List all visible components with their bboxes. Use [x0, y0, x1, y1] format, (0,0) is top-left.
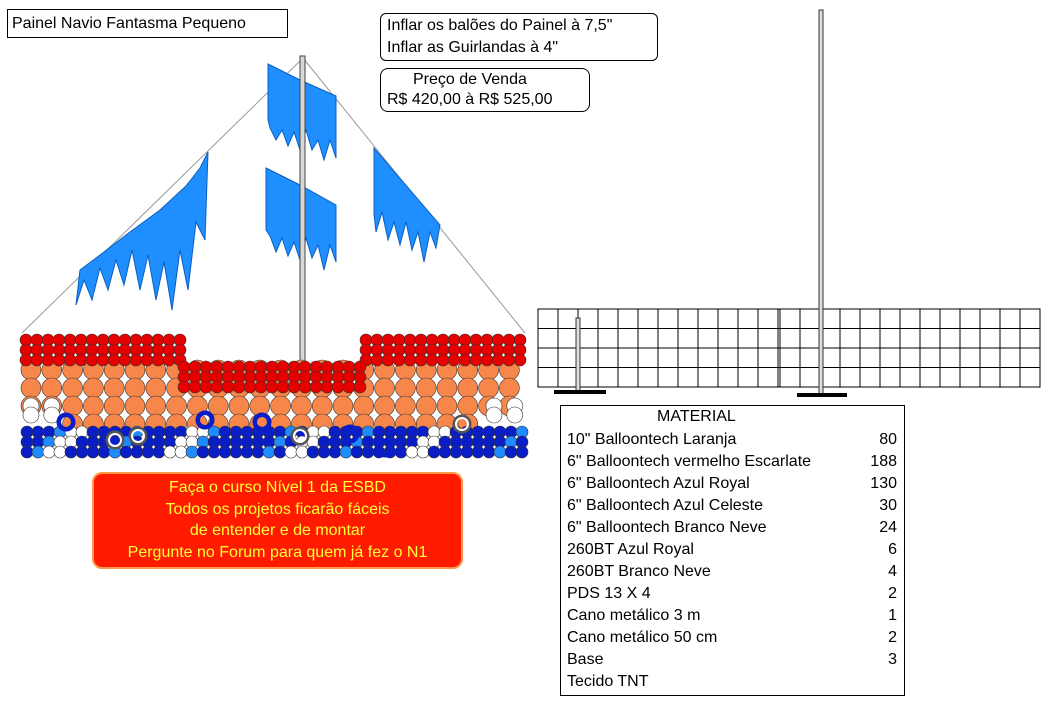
- red-balloon: [189, 381, 201, 393]
- sale-price-title: Preço de Venda: [413, 71, 527, 88]
- grid-cell: [1020, 309, 1040, 329]
- inflate-panel-line: Inflar os balões do Painel à 7,5": [387, 17, 613, 34]
- grid-cell: [800, 348, 820, 368]
- grid-cell: [658, 329, 678, 349]
- material-name: 260BT Branco Neve: [567, 563, 711, 580]
- red-balloon: [426, 354, 438, 366]
- grid-cell: [960, 309, 980, 329]
- grid-cell: [840, 329, 860, 349]
- water-balloon: [505, 446, 517, 458]
- sale-price-box: [380, 68, 590, 112]
- grid-cell: [758, 368, 778, 388]
- grid-cell: [678, 309, 698, 329]
- red-balloon: [459, 354, 471, 366]
- water-balloon: [131, 446, 143, 458]
- material-qty: 4: [888, 563, 897, 580]
- grid-cell: [920, 309, 940, 329]
- material-list: [560, 405, 905, 696]
- orange-balloon: [271, 396, 291, 416]
- red-balloon: [321, 381, 333, 393]
- orange-balloon: [458, 378, 478, 398]
- red-balloon: [354, 381, 366, 393]
- grid-cell: [940, 348, 960, 368]
- red-balloon: [163, 354, 175, 366]
- grid-cell: [840, 348, 860, 368]
- grid-cell: [940, 368, 960, 388]
- grid-cell: [718, 309, 738, 329]
- material-row: [567, 561, 897, 583]
- red-balloon: [514, 354, 526, 366]
- grid-cell: [880, 309, 900, 329]
- grid-cell: [678, 368, 698, 388]
- grid-cell: [558, 329, 578, 349]
- grid-cell: [638, 348, 658, 368]
- grid-cell: [558, 368, 578, 388]
- water-balloon: [230, 446, 242, 458]
- water-balloon: [43, 446, 55, 458]
- grid-cell: [598, 309, 618, 329]
- red-balloon: [31, 354, 43, 366]
- orange-balloon: [333, 396, 353, 416]
- red-balloon: [255, 381, 267, 393]
- red-balloon: [470, 354, 482, 366]
- water-balloon: [472, 446, 484, 458]
- water-balloon: [318, 446, 330, 458]
- red-balloon: [141, 354, 153, 366]
- grid-cell: [1000, 329, 1020, 349]
- red-balloon: [178, 381, 190, 393]
- material-name: 6" Balloontech Azul Royal: [567, 475, 750, 492]
- red-balloon: [266, 381, 278, 393]
- water-balloon: [32, 446, 44, 458]
- grid-cell: [800, 309, 820, 329]
- course-line-1: Faça o curso Nível 1 da ESBD: [169, 479, 386, 496]
- red-balloon: [310, 381, 322, 393]
- water-balloon: [395, 446, 407, 458]
- grid-cell: [738, 309, 758, 329]
- water-balloon: [98, 446, 110, 458]
- grid-cell: [800, 329, 820, 349]
- red-balloon: [200, 381, 212, 393]
- grid-cell: [538, 368, 558, 388]
- short-pipe: [576, 318, 580, 391]
- grid-cell: [678, 348, 698, 368]
- grid-cell: [980, 348, 1000, 368]
- grid-cell: [638, 329, 658, 349]
- water-balloon: [142, 446, 154, 458]
- grid-cell: [598, 368, 618, 388]
- material-name: 10" Balloontech Laranja: [567, 431, 737, 448]
- grid-cell: [900, 348, 920, 368]
- orange-balloon: [42, 378, 62, 398]
- grid-cell: [718, 368, 738, 388]
- grid-cell: [698, 309, 718, 329]
- red-balloon: [42, 354, 54, 366]
- grid-cell: [578, 368, 598, 388]
- water-balloon: [329, 446, 341, 458]
- grid-cell: [538, 348, 558, 368]
- red-balloon: [299, 381, 311, 393]
- grid-cell: [900, 309, 920, 329]
- sail-right: [374, 148, 440, 262]
- grid-cell: [738, 329, 758, 349]
- water-balloon: [274, 446, 286, 458]
- mast: [300, 56, 305, 361]
- inflate-instructions: [380, 13, 658, 61]
- grid-cell: [658, 348, 678, 368]
- grid-cell: [860, 348, 880, 368]
- material-row: [567, 451, 897, 473]
- grid-cell: [578, 309, 598, 329]
- water-balloon: [164, 446, 176, 458]
- red-balloon: [211, 381, 223, 393]
- water-balloon: [428, 446, 440, 458]
- red-balloon: [448, 354, 460, 366]
- grid-cell: [578, 329, 598, 349]
- orange-balloon: [437, 378, 457, 398]
- pipe-base: [797, 393, 847, 397]
- grid-cell: [698, 348, 718, 368]
- grid-cell: [1000, 309, 1020, 329]
- grid-cell: [860, 368, 880, 388]
- material-name: Base: [567, 651, 604, 668]
- red-balloon: [332, 381, 344, 393]
- red-balloon: [20, 354, 32, 366]
- red-balloon: [86, 354, 98, 366]
- pipe-base: [554, 390, 606, 394]
- water-balloon: [483, 446, 495, 458]
- red-balloon: [64, 354, 76, 366]
- grid-cell: [658, 368, 678, 388]
- material-row: [567, 539, 897, 561]
- orange-balloon: [104, 396, 124, 416]
- material-row: [567, 627, 897, 649]
- material-name: 6" Balloontech vermelho Escarlate: [567, 453, 812, 470]
- orange-balloon: [375, 378, 395, 398]
- water-balloon: [65, 446, 77, 458]
- water-balloon: [175, 446, 187, 458]
- grid-cell: [900, 368, 920, 388]
- grid-cell: [618, 348, 638, 368]
- grid-cell: [860, 329, 880, 349]
- grid-cell: [618, 368, 638, 388]
- grid-cell: [598, 329, 618, 349]
- red-balloon: [437, 354, 449, 366]
- grid-cell: [940, 309, 960, 329]
- orange-balloon: [416, 396, 436, 416]
- red-balloon: [371, 354, 383, 366]
- grid-cell: [860, 309, 880, 329]
- orange-balloon: [167, 396, 187, 416]
- grid-cell: [718, 329, 738, 349]
- water-balloon: [87, 446, 99, 458]
- water-balloon: [494, 446, 506, 458]
- material-row: [567, 517, 897, 539]
- material-row: [567, 605, 897, 627]
- grid-cell: [638, 368, 658, 388]
- grid-cell: [1020, 329, 1040, 349]
- red-balloon: [130, 354, 142, 366]
- orange-balloon: [229, 396, 249, 416]
- grid-cell: [678, 329, 698, 349]
- sail-left: [76, 152, 208, 310]
- white-balloon: [486, 407, 502, 423]
- grid-cell: [658, 309, 678, 329]
- red-balloon: [53, 354, 65, 366]
- water-balloon: [439, 446, 451, 458]
- water-balloon: [296, 446, 308, 458]
- orange-balloon: [146, 378, 166, 398]
- orange-balloon: [479, 378, 499, 398]
- grid-cell: [880, 348, 900, 368]
- water-balloon: [307, 446, 319, 458]
- page-title: Painel Navio Fantasma Pequeno: [7, 9, 288, 38]
- material-qty: 6: [888, 541, 897, 558]
- red-balloon: [75, 354, 87, 366]
- course-line-3: de entender e de montar: [189, 522, 366, 539]
- orange-balloon: [104, 378, 124, 398]
- red-balloon: [222, 381, 234, 393]
- grid-cell: [1020, 348, 1040, 368]
- orange-balloon: [63, 378, 83, 398]
- material-name: Cano metálico 3 m: [567, 607, 701, 624]
- grid-cell: [1000, 348, 1020, 368]
- red-balloon: [97, 354, 109, 366]
- orange-balloon: [21, 378, 41, 398]
- grid-cell: [758, 309, 778, 329]
- orange-balloon: [146, 396, 166, 416]
- water-balloon: [263, 446, 275, 458]
- grid-cell: [980, 329, 1000, 349]
- pds-grid-joint: [780, 309, 800, 387]
- water-balloon: [362, 446, 374, 458]
- orange-balloon: [395, 396, 415, 416]
- water-balloon: [252, 446, 264, 458]
- grid-cell: [638, 309, 658, 329]
- grid-cell: [920, 348, 940, 368]
- water-balloon: [450, 446, 462, 458]
- red-balloon: [152, 354, 164, 366]
- water-balloon: [340, 446, 352, 458]
- grid-cell: [780, 309, 800, 329]
- orange-balloon: [291, 396, 311, 416]
- orange-balloon: [354, 396, 374, 416]
- water-balloon: [120, 446, 132, 458]
- grid-cell: [980, 368, 1000, 388]
- material-qty: 24: [879, 519, 897, 536]
- material-name: PDS 13 X 4: [567, 585, 651, 602]
- red-balloon: [404, 354, 416, 366]
- orange-balloon: [83, 396, 103, 416]
- material-row: [567, 495, 897, 517]
- tall-pipe: [819, 10, 823, 394]
- grid-cell: [920, 329, 940, 349]
- red-balloon: [277, 381, 289, 393]
- grid-cell: [980, 309, 1000, 329]
- grid-cell: [578, 348, 598, 368]
- water-balloon: [461, 446, 473, 458]
- grid-cell: [618, 329, 638, 349]
- red-balloon: [288, 381, 300, 393]
- material-qty: 80: [879, 431, 897, 448]
- grid-cell: [780, 348, 800, 368]
- orange-balloon: [125, 396, 145, 416]
- inflate-garland-line: Inflar as Guirlandas à 4": [387, 39, 559, 56]
- water-balloon: [186, 446, 198, 458]
- grid-cell: [940, 329, 960, 349]
- orange-balloon: [395, 378, 415, 398]
- course-line-2: Todos os projetos ficarão fáceis: [165, 500, 390, 518]
- orange-balloon: [125, 378, 145, 398]
- water-balloon: [21, 446, 33, 458]
- red-balloon: [481, 354, 493, 366]
- material-qty: 30: [879, 497, 897, 514]
- water-balloon: [197, 446, 209, 458]
- red-balloon: [492, 354, 504, 366]
- material-row: [567, 583, 897, 605]
- material-name: 6" Balloontech Branco Neve: [567, 519, 767, 536]
- water-balloon: [516, 446, 528, 458]
- material-name: 260BT Azul Royal: [567, 541, 694, 558]
- orange-balloon: [416, 378, 436, 398]
- grid-cell: [780, 368, 800, 388]
- course-line-4: Pergunte no Forum para quem já fez o N1: [127, 543, 428, 561]
- grid-cell: [900, 329, 920, 349]
- course-callout: [92, 472, 463, 569]
- red-balloon: [119, 354, 131, 366]
- material-row: [567, 473, 897, 495]
- material-title: MATERIAL: [657, 408, 736, 425]
- grid-cell: [960, 348, 980, 368]
- material-qty: 188: [870, 453, 897, 470]
- water-balloon: [54, 446, 66, 458]
- water-balloon: [285, 446, 297, 458]
- pds-grid-right: [800, 309, 1040, 387]
- grid-cell: [758, 329, 778, 349]
- red-balloon: [382, 354, 394, 366]
- water-balloon: [406, 446, 418, 458]
- grid-cell: [738, 348, 758, 368]
- red-balloon: [503, 354, 515, 366]
- red-balloon: [393, 354, 405, 366]
- grid-cell: [1000, 368, 1020, 388]
- red-balloon: [233, 381, 245, 393]
- sale-price-range: R$ 420,00 à R$ 525,00: [387, 91, 553, 108]
- water-balloon: [153, 446, 165, 458]
- material-qty: 2: [888, 585, 897, 602]
- water-balloon: [208, 446, 220, 458]
- material-qty: 130: [870, 475, 897, 492]
- material-qty: 3: [888, 651, 897, 668]
- grid-cell: [920, 368, 940, 388]
- white-balloon: [23, 407, 39, 423]
- grid-cell: [538, 329, 558, 349]
- grid-cell: [960, 368, 980, 388]
- grid-cell: [840, 309, 860, 329]
- material-row: [567, 429, 897, 451]
- grid-cell: [558, 348, 578, 368]
- white-balloon: [507, 407, 523, 423]
- grid-cell: [800, 368, 820, 388]
- red-balloon: [415, 354, 427, 366]
- orange-balloon: [437, 396, 457, 416]
- red-balloon: [343, 381, 355, 393]
- orange-balloon: [375, 396, 395, 416]
- grid-cell: [738, 368, 758, 388]
- grid-cell: [840, 368, 860, 388]
- grid-cell: [880, 329, 900, 349]
- water-balloon: [417, 446, 429, 458]
- red-balloon: [244, 381, 256, 393]
- orange-balloon: [458, 396, 478, 416]
- red-balloon: [108, 354, 120, 366]
- water-balloon: [76, 446, 88, 458]
- grid-cell: [960, 329, 980, 349]
- material-qty: 2: [888, 629, 897, 646]
- water-balloon: [241, 446, 253, 458]
- grid-cell: [618, 309, 638, 329]
- material-name: Cano metálico 50 cm: [567, 629, 718, 646]
- grid-cell: [538, 309, 558, 329]
- orange-balloon: [312, 396, 332, 416]
- orange-balloon: [83, 378, 103, 398]
- grid-cell: [880, 368, 900, 388]
- material-row: [567, 649, 897, 671]
- grid-cell: [718, 348, 738, 368]
- water-balloon: [219, 446, 231, 458]
- grid-cell: [1020, 368, 1040, 388]
- orange-balloon: [499, 378, 519, 398]
- material-row: [567, 671, 897, 693]
- water-balloon: [351, 446, 363, 458]
- material-qty: 1: [888, 607, 897, 624]
- grid-cell: [780, 329, 800, 349]
- grid-cell: [598, 348, 618, 368]
- material-name: 6" Balloontech Azul Celeste: [567, 497, 764, 514]
- grid-cell: [698, 329, 718, 349]
- grid-cell: [758, 348, 778, 368]
- grid-cell: [698, 368, 718, 388]
- material-name: Tecido TNT: [567, 673, 649, 690]
- rigging-line: [22, 58, 303, 333]
- grid-cell: [558, 309, 578, 329]
